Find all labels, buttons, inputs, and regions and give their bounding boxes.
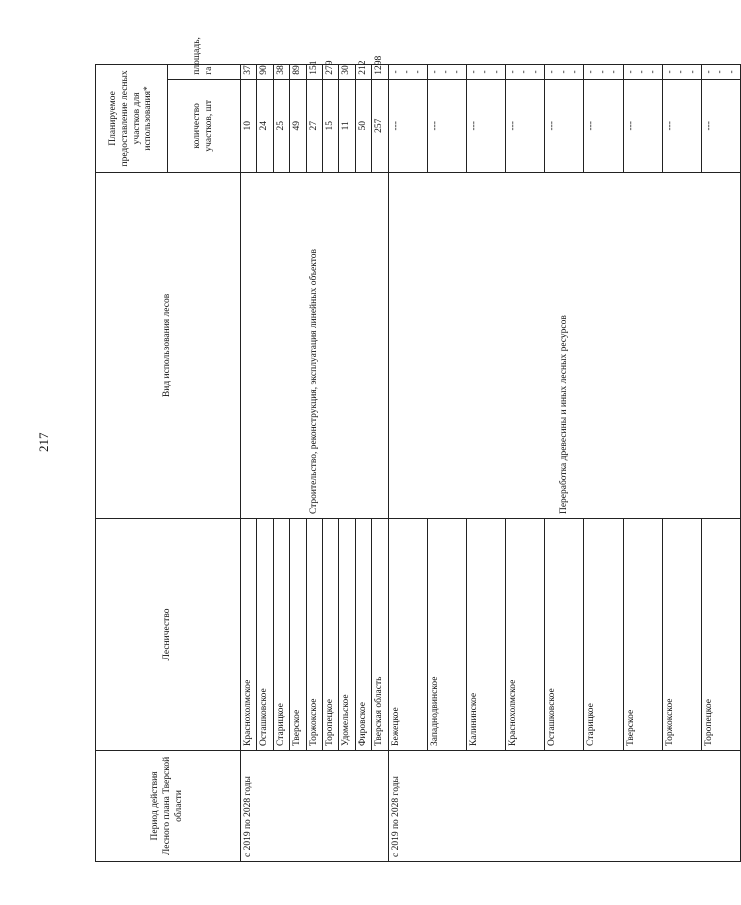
area-cell: --- (623, 65, 662, 80)
area-cell: 1298 (372, 65, 388, 80)
forestry-cell: Тверское (290, 519, 306, 751)
area-cell: 212 (355, 65, 371, 80)
area-cell: --- (427, 65, 466, 80)
count-cell: 15 (322, 79, 338, 172)
forestry-cell: Торжокское (662, 519, 701, 751)
area-cell: 30 (339, 65, 355, 80)
forestry-cell: Фировское (355, 519, 371, 751)
count-cell: 25 (273, 79, 289, 172)
forestry-cell: Осташковское (257, 519, 273, 751)
page-number: 217 (36, 432, 51, 452)
header-forestry: Лесничество (96, 519, 241, 751)
area-cell: 89 (290, 65, 306, 80)
forestry-cell: Тверское (623, 519, 662, 751)
header-use-type: Вид использования лесов (96, 172, 241, 518)
area-cell: --- (584, 65, 623, 80)
forestry-cell: Осташковское (545, 519, 584, 751)
count-cell: --- (584, 79, 623, 172)
count-cell: 50 (355, 79, 371, 172)
forestry-cell: Краснохолмское (241, 519, 257, 751)
area-cell: --- (662, 65, 701, 80)
header-area: площадь, га (168, 65, 241, 80)
forestry-cell: Торопецкое (701, 519, 740, 751)
count-cell: --- (388, 79, 427, 172)
header-planned: Планируемое предоставление лесных участков для использования* (96, 65, 168, 173)
forestry-cell: Тверская область (372, 519, 388, 751)
area-cell: 151 (306, 65, 322, 80)
forestry-cell: Западнодвинское (427, 519, 466, 751)
count-cell: --- (701, 79, 740, 172)
forestry-cell: Торопецкое (322, 519, 338, 751)
count-cell: --- (623, 79, 662, 172)
header-period: Период действия Лесного плана Тверской области (96, 750, 241, 861)
area-cell: --- (388, 65, 427, 80)
area-cell: 90 (257, 65, 273, 80)
area-cell: --- (506, 65, 545, 80)
area-cell: 279 (322, 65, 338, 80)
count-cell: --- (662, 79, 701, 172)
forestry-cell: Старицкое (584, 519, 623, 751)
count-cell: 11 (339, 79, 355, 172)
count-cell: 10 (241, 79, 257, 172)
forestry-cell: Бежецкое (388, 519, 427, 751)
period-cell: с 2019 по 2028 годы (241, 750, 389, 861)
count-cell: --- (466, 79, 505, 172)
count-cell: --- (427, 79, 466, 172)
area-cell: --- (545, 65, 584, 80)
forestry-cell: Краснохолмское (506, 519, 545, 751)
count-cell: 27 (306, 79, 322, 172)
use-type-cell: Переработка древесины и иных лесных ресурсов (388, 172, 741, 518)
forestry-cell: Калининское (466, 519, 505, 751)
area-cell: --- (701, 65, 740, 80)
area-cell: 37 (241, 65, 257, 80)
count-cell: 49 (290, 79, 306, 172)
count-cell: 24 (257, 79, 273, 172)
count-cell: 257 (372, 79, 388, 172)
use-type-cell: Строительство, реконструкция, эксплуатация линейных объектов (241, 172, 389, 518)
period-cell: с 2019 по 2028 годы (388, 750, 741, 861)
header-count: количество участков, шт (168, 79, 241, 172)
area-cell: --- (466, 65, 505, 80)
forestry-cell: Старицкое (273, 519, 289, 751)
forestry-cell: Удомельское (339, 519, 355, 751)
forest-plan-table (95, 37, 741, 862)
area-cell: 38 (273, 65, 289, 80)
forestry-cell: Торжокское (306, 519, 322, 751)
count-cell: --- (506, 79, 545, 172)
count-cell: --- (545, 79, 584, 172)
rotated-table-container (95, 37, 737, 862)
